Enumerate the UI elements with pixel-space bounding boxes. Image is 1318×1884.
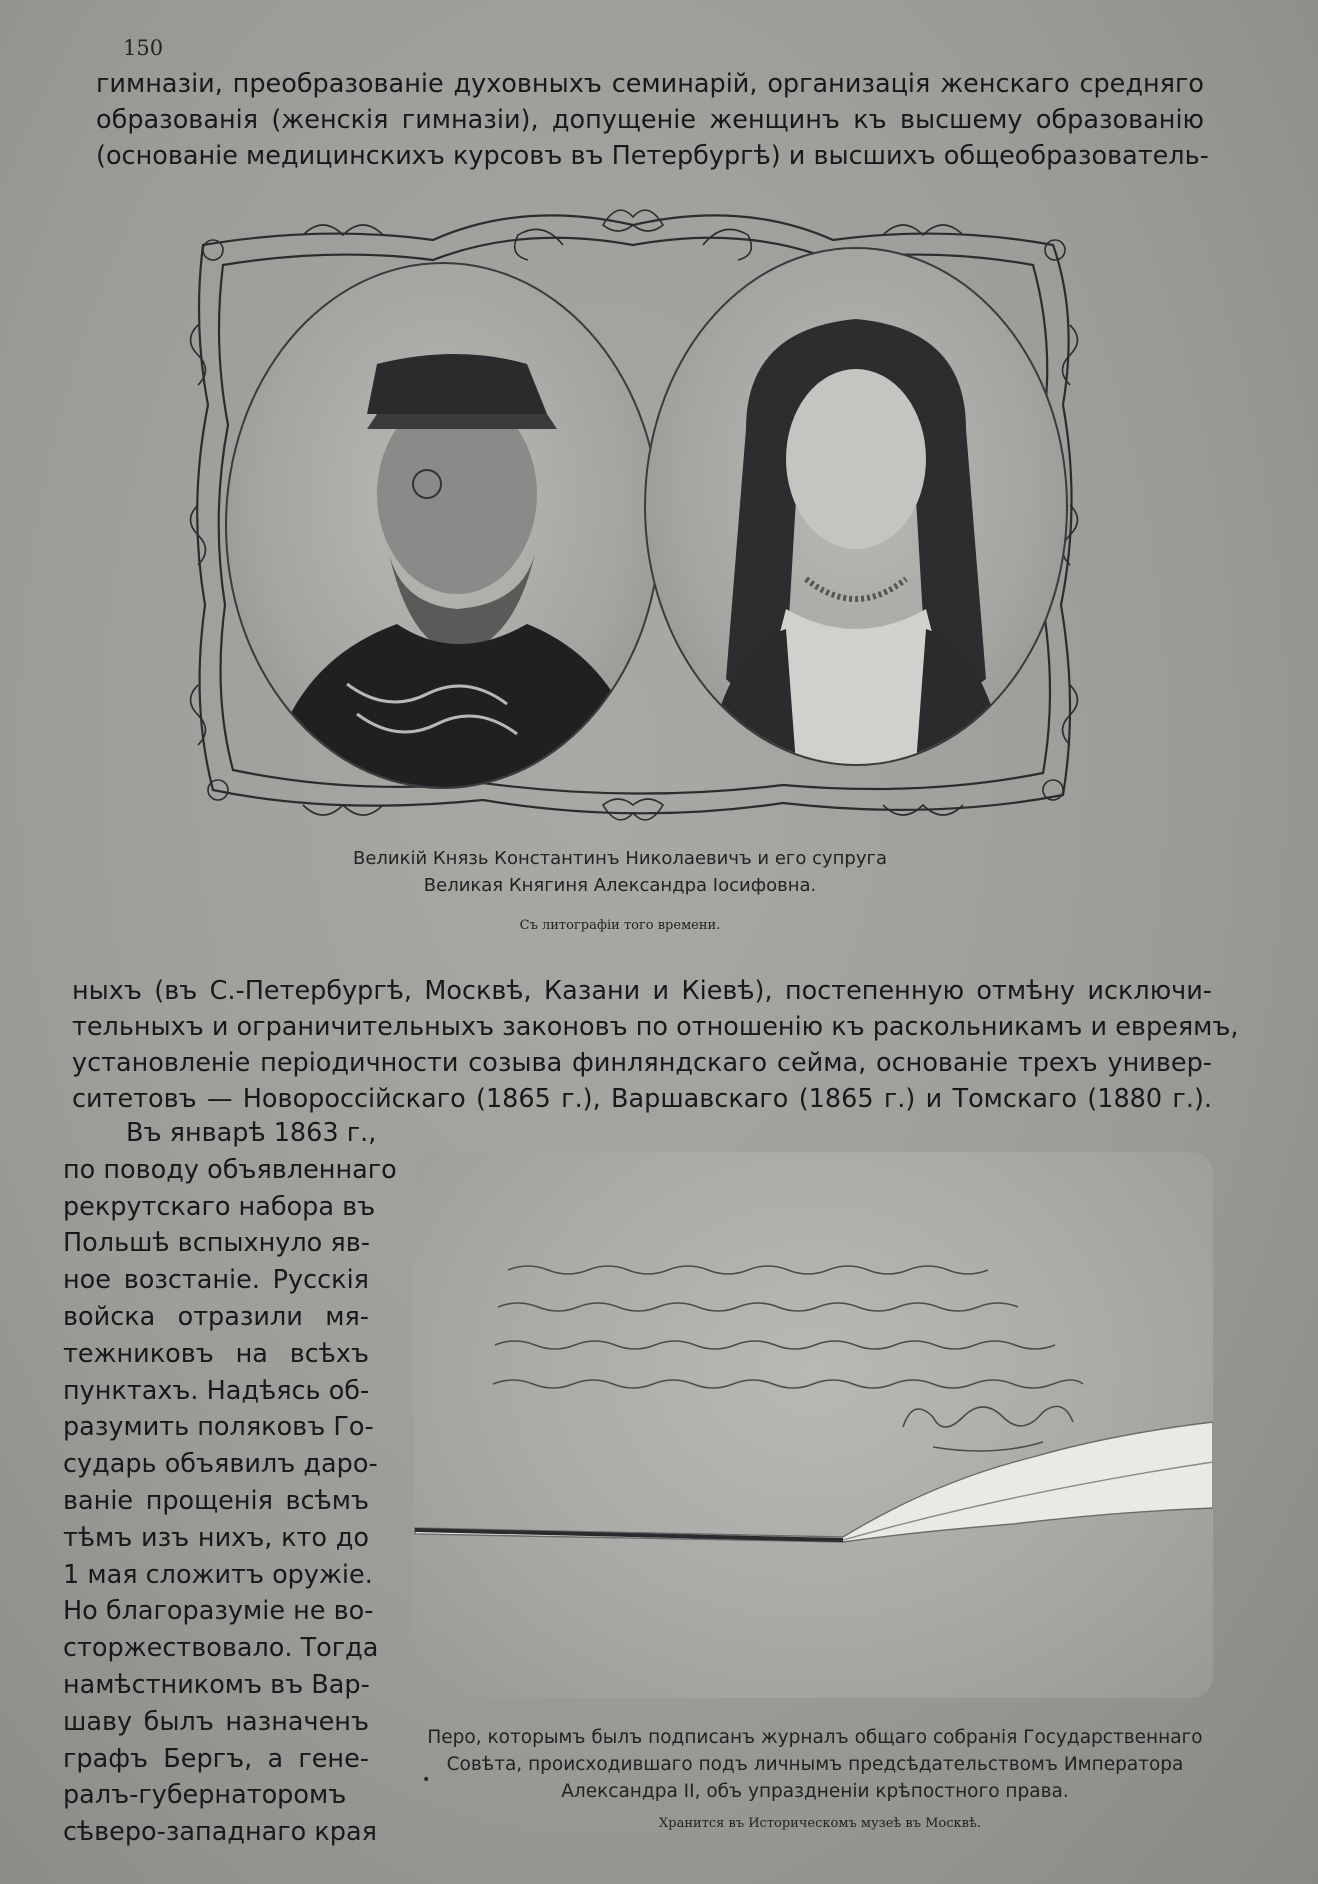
text-line: намѣстникомъ въ Вар- bbox=[63, 1669, 370, 1700]
text-line: сторжествовало. Тогда bbox=[63, 1633, 379, 1664]
text-line: установленіе періодичности созыва финляндскаго сейма, основаніе трехъ универ- bbox=[72, 1048, 1212, 1078]
text-line: Но благоразуміе не во- bbox=[63, 1596, 374, 1627]
text-line: ваніе прощенія всѣмъ bbox=[63, 1485, 369, 1516]
text-line: тельныхъ и ограничительныхъ законовъ по отношенію къ раскольникамъ и евреямъ, bbox=[72, 1012, 1239, 1042]
text-line: Польшѣ вспыхнуло яв- bbox=[63, 1228, 370, 1259]
portrait-caption-line1: Великій Князь Константинъ Николаевичъ и его супруга bbox=[352, 848, 887, 869]
portrait-woman-image bbox=[646, 249, 1066, 764]
text-line: разумить поляковъ Го- bbox=[63, 1412, 374, 1443]
photo-caption-line1: Перо, которымъ былъ подписанъ журналъ общаго собранія Государственнаго bbox=[427, 1727, 1203, 1748]
text-line: ное возстаніе. Русскія bbox=[63, 1265, 369, 1296]
text-line: ситетовъ — Новороссійскаго (1865 г.), Варшавскаго (1865 г.) и Томскаго (1880 г.). bbox=[72, 1084, 1212, 1114]
text-line: (основаніе медицинскихъ курсовъ въ Петербургѣ) и высшихъ общеобразователь- bbox=[96, 141, 1209, 171]
portrait-grand-duchess bbox=[644, 247, 1068, 766]
text-line: сударь объявилъ даро- bbox=[63, 1449, 378, 1480]
text-line: сѣверо-западнаго края bbox=[63, 1817, 377, 1848]
photo-caption-line3: Александра II, объ упраздненіи крѣпостного права. bbox=[561, 1781, 1069, 1802]
page-number: 150 bbox=[123, 36, 164, 60]
portrait-source-caption: Съ литографіи того времени. bbox=[519, 918, 721, 933]
quill-and-handwriting-image bbox=[413, 1152, 1213, 1698]
portrait-man-image bbox=[227, 264, 659, 787]
handwritten-note bbox=[493, 1266, 1083, 1451]
text-line: ныхъ (въ С.-Петербургѣ, Москвѣ, Казани и Кіевѣ), постепенную отмѣну исключи- bbox=[72, 976, 1212, 1006]
text-line: по поводу объявленнаго bbox=[63, 1154, 397, 1185]
body-text-column bbox=[63, 1115, 397, 1851]
portrait-grand-duke bbox=[225, 262, 661, 789]
text-line: шаву былъ назначенъ bbox=[63, 1706, 369, 1737]
photo-caption-bullet: • bbox=[422, 1772, 431, 1788]
portrait-caption bbox=[300, 845, 940, 899]
text-line: графъ Бергъ, а гене- bbox=[63, 1743, 369, 1774]
text-line: тежниковъ на всѣхъ bbox=[63, 1338, 369, 1369]
text-line: пунктахъ. Надѣясь об- bbox=[63, 1375, 370, 1406]
text-line: рекрутскаго набора въ bbox=[63, 1191, 376, 1222]
text-line: тѣмъ изъ нихъ, кто до bbox=[63, 1522, 369, 1553]
body-text-top bbox=[96, 66, 1209, 174]
body-text-middle bbox=[72, 973, 1239, 1117]
portrait-caption-line2: Великая Княгиня Александра Іосифовна. bbox=[423, 875, 817, 896]
quill-photo bbox=[413, 1152, 1213, 1698]
text-line: Въ январѣ 1863 г., bbox=[126, 1118, 377, 1148]
portrait-illustration bbox=[183, 205, 1085, 825]
photo-caption-line2: Совѣта, происходившаго подъ личнымъ предсѣдательствомъ Императора bbox=[446, 1754, 1184, 1775]
text-line: ралъ-губернаторомъ bbox=[63, 1780, 347, 1811]
photo-caption bbox=[425, 1724, 1205, 1805]
text-line: войска отразили мя- bbox=[63, 1301, 369, 1332]
text-line: гимназіи, преобразованіе духовныхъ семинарій, организація женскаго средняго bbox=[96, 69, 1204, 99]
photo-source-caption: Хранится въ Историческомъ музеѣ въ Москвѣ. bbox=[659, 1816, 981, 1831]
text-line: 1 мая сложитъ оружіе. bbox=[63, 1559, 373, 1590]
text-line: образованія (женскія гимназіи), допущеніе женщинъ къ высшему образованію bbox=[96, 105, 1204, 135]
